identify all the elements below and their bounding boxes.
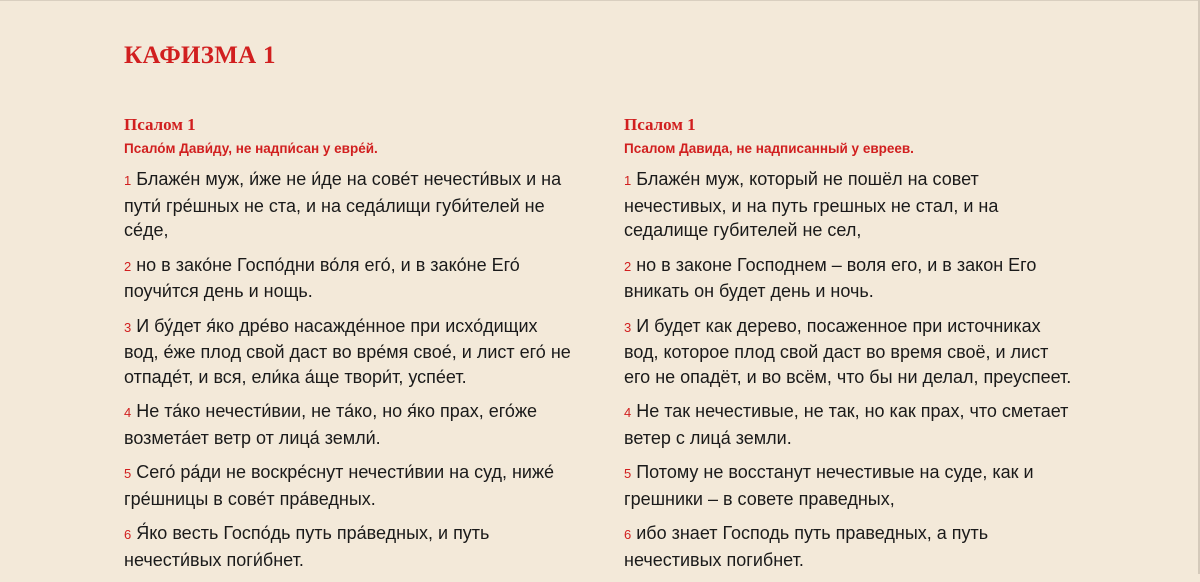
verse (624, 460, 1074, 511)
verse-number: 4 (124, 405, 132, 420)
verse-text: Я́ко весть Госпо́дь путь пра́ведных, и путь нечести́вых поги́бнет. (124, 523, 490, 570)
kathisma-title: КАФИЗМА 1 (124, 42, 276, 69)
verse-text: Не та́ко нечести́вии, не та́ко, но я́ко прах, его́же возмета́ет ветр от лица́ земли́. (124, 401, 537, 448)
verse-text: Не так нечестивые, не так, но как прах, что сметает ветер с лица́ земли. (624, 401, 1069, 448)
psalm-title: Псалом 1 (624, 115, 696, 134)
verse-text: но в зако́не Госпо́дни во́ля его́, и в зако́не Его́ поучи́тся день и нощь. (124, 254, 520, 301)
verse-text: но в законе Господнем – воля его, и в закон Его вникать он будет день и ночь. (624, 254, 1037, 301)
verse-number: 2 (624, 258, 632, 274)
verse (124, 167, 574, 243)
verse (124, 521, 574, 572)
verse (124, 460, 574, 511)
verse-number: 3 (624, 319, 632, 335)
verse-number: 2 (124, 258, 132, 274)
verse (624, 167, 1074, 243)
verse-number: 3 (124, 319, 132, 335)
verse-list (124, 167, 574, 572)
verse (624, 521, 1074, 572)
verse-number: 1 (124, 173, 132, 188)
verse-number: 5 (624, 466, 632, 481)
verse-number: 6 (124, 527, 132, 542)
church-slavonic-column (124, 115, 574, 582)
verse-text: Блаже́н муж, и́же не и́де на сове́т нечести́вых и на пути́ гре́шных не ста, и на седа́лищи губи́телей не се́де, (124, 169, 562, 240)
verse-text: Блаже́н муж, который не пошёл на совет нечестивых, и на путь грешных не стал, и на седалище губителей не сел, (624, 169, 999, 240)
verse (124, 314, 574, 390)
verse-number: 1 (624, 173, 632, 188)
verse-number: 6 (624, 527, 632, 542)
verse-text: Сего́ ра́ди не воскре́снут нечести́вии на суд, ниже́ гре́шницы в сове́т пра́ведных. (124, 462, 555, 509)
verse-number: 5 (124, 466, 132, 481)
psalm-subtitle: Псалом Давида, не надписанный у евреев. (624, 141, 914, 156)
verse (624, 399, 1074, 450)
verse-text: Потому не восстанут нечестивые на суде, как и грешники – в совете праведных, (624, 462, 1034, 509)
page-top-border (0, 0, 1200, 1)
psalm-subtitle: Псало́м Дави́ду, не надпи́сан у евре́й. (124, 141, 378, 156)
russian-translation-column (624, 115, 1074, 582)
psalm-title: Псалом 1 (124, 115, 196, 134)
verse-text: И бу́дет я́ко дре́во насажде́нное при исхо́дищих вод, е́же плод свой даст во вре́мя свое́, и лист его́ не отпаде́т, и вся, ели́ка а́ще твори́т, успе́ет. (124, 315, 571, 387)
verse-list (624, 167, 1074, 572)
verse (124, 399, 574, 450)
verse-text: ибо знает Господь путь праведных, а путь нечестивых погибнет. (624, 523, 989, 570)
verse-number: 4 (624, 405, 632, 420)
verse (624, 253, 1074, 304)
verse-text: И будет как дерево, посаженное при источниках вод, которое плод свой даст во время своё, и лист его не опадёт, и во всём, что бы ни делал, преуспеет. (624, 315, 1072, 387)
verse (124, 253, 574, 304)
verse (624, 314, 1074, 390)
